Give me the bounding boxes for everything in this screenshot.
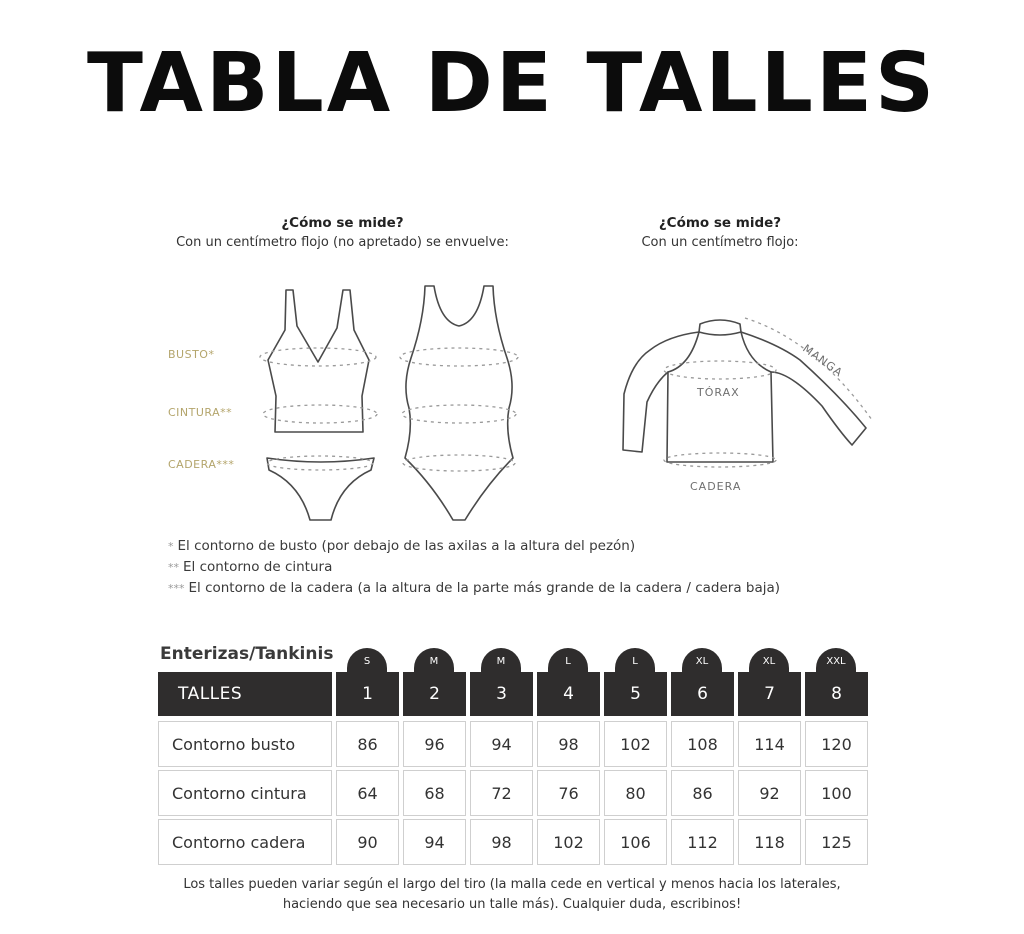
table-cell: 94 — [470, 721, 533, 767]
how-to-measure-text: Con un centímetro flojo: — [641, 235, 799, 250]
table-cell: 94 — [403, 819, 466, 865]
how-to-measure-question: ¿Cómo se mide? — [658, 215, 782, 231]
section-title: Enterizas/Tankinis — [160, 644, 334, 664]
size-number-header: 8 — [805, 672, 868, 716]
measurement-notes — [168, 536, 780, 599]
table-cell: 108 — [671, 721, 734, 767]
how-to-measure-question: ¿Cómo se mide? — [281, 215, 404, 231]
page-title: TABLA DE TALLES — [86, 36, 938, 131]
table-cell: 86 — [671, 770, 734, 816]
size-letter-tab: L — [548, 648, 588, 672]
table-cell: 98 — [537, 721, 600, 767]
table-cell: 86 — [336, 721, 399, 767]
size-number-header: 7 — [738, 672, 801, 716]
long-sleeve-shirt-illustration — [623, 320, 866, 462]
table-row-label: Contorno cadera — [158, 819, 332, 865]
table-cell: 72 — [470, 770, 533, 816]
manga-label: MANGA — [800, 341, 846, 380]
busto-label: BUSTO* — [168, 348, 215, 361]
one-piece-illustration — [405, 286, 513, 520]
table-cell: 114 — [738, 721, 801, 767]
table-cell: 64 — [336, 770, 399, 816]
size-letter-tab: M — [414, 648, 454, 672]
table-cell: 80 — [604, 770, 667, 816]
footer-note: Los talles pueden variar según el largo del tiro (la malla cede en vertical y menos hacia los laterales, haciendo que sea necesario un talle más). Cualquier duda, escribinos! — [183, 877, 841, 912]
table-cell: 120 — [805, 721, 868, 767]
table-cell: 90 — [336, 819, 399, 865]
table-cell: 76 — [537, 770, 600, 816]
size-letter-tab: S — [347, 648, 387, 672]
cintura-label: CINTURA** — [168, 406, 233, 419]
size-number-header: 4 — [537, 672, 600, 716]
size-letter-tab: XXL — [816, 648, 856, 672]
size-number-header: 6 — [671, 672, 734, 716]
note-cadera: *** El contorno de la cadera (a la altura de la parte más grande de la cadera / cadera baja) — [168, 580, 781, 596]
table-row-label: Contorno busto — [158, 721, 332, 767]
table-cell: 68 — [403, 770, 466, 816]
size-number-header: 1 — [336, 672, 399, 716]
size-number-header: 5 — [604, 672, 667, 716]
torax-label: TÓRAX — [697, 386, 740, 399]
table-cell: 118 — [738, 819, 801, 865]
size-letter-tab: L — [615, 648, 655, 672]
table-cell: 102 — [604, 721, 667, 767]
table-cell: 92 — [738, 770, 801, 816]
table-cell: 106 — [604, 819, 667, 865]
cadera-label: CADERA*** — [168, 458, 235, 471]
table-cell: 112 — [671, 819, 734, 865]
size-letter-tab: XL — [749, 648, 789, 672]
table-cell: 102 — [537, 819, 600, 865]
table-header-label: TALLES — [158, 672, 332, 716]
shirt-cadera-label: CADERA — [690, 480, 742, 493]
size-letter-tab: M — [481, 648, 521, 672]
table-cell: 98 — [470, 819, 533, 865]
note-busto: * El contorno de busto (por debajo de las axilas a la altura del pezón) — [168, 538, 636, 554]
table-cell: 125 — [805, 819, 868, 865]
how-to-measure-text: Con un centímetro flojo (no apretado) se envuelve: — [176, 235, 509, 250]
table-cell: 100 — [805, 770, 868, 816]
bikini-top-illustration — [268, 290, 369, 432]
size-number-header: 3 — [470, 672, 533, 716]
size-number-header: 2 — [403, 672, 466, 716]
note-cintura: ** El contorno de cintura — [168, 559, 333, 575]
size-letter-tab: XL — [682, 648, 722, 672]
table-cell: 96 — [403, 721, 466, 767]
table-row-label: Contorno cintura — [158, 770, 332, 816]
